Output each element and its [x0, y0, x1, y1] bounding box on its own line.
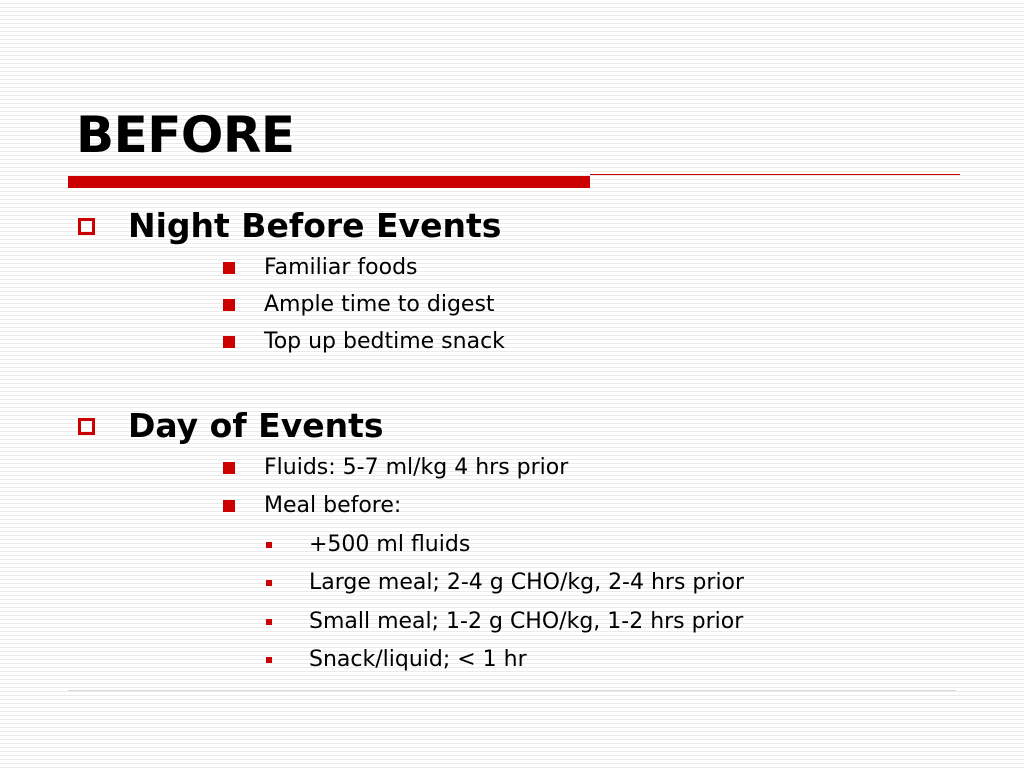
square-bullet-icon	[223, 462, 235, 474]
square-bullet-icon	[223, 336, 235, 348]
small-square-bullet-icon	[266, 580, 272, 586]
small-square-bullet-icon	[266, 542, 272, 548]
square-bullet-icon	[223, 500, 235, 512]
sub-bullet-item: Small meal; 1-2 g CHO/kg, 1-2 hrs prior	[309, 609, 744, 634]
small-square-bullet-icon	[266, 657, 272, 663]
sub-bullet-item: Snack/liquid; < 1 hr	[309, 647, 527, 672]
bullet-item: Familiar foods	[264, 255, 418, 280]
footer-divider	[68, 690, 956, 691]
sub-bullet-item: +500 ml fluids	[309, 532, 471, 557]
hollow-square-bullet-icon	[78, 218, 95, 235]
sub-bullet-item: Large meal; 2-4 g CHO/kg, 2-4 hrs prior	[309, 570, 745, 595]
title-underline-thick	[68, 176, 590, 188]
title-underline-thin	[590, 174, 960, 175]
slide-title: BEFORE	[76, 106, 295, 164]
hollow-square-bullet-icon	[78, 418, 95, 435]
bullet-item: Meal before:	[264, 493, 402, 518]
section-heading: Day of Events	[128, 406, 384, 445]
small-square-bullet-icon	[266, 619, 272, 625]
bullet-item: Top up bedtime snack	[264, 329, 505, 354]
bullet-item: Fluids: 5-7 ml/kg 4 hrs prior	[264, 455, 569, 480]
square-bullet-icon	[223, 262, 235, 274]
bullet-item: Ample time to digest	[264, 292, 495, 317]
square-bullet-icon	[223, 299, 235, 311]
section-heading: Night Before Events	[128, 206, 502, 245]
